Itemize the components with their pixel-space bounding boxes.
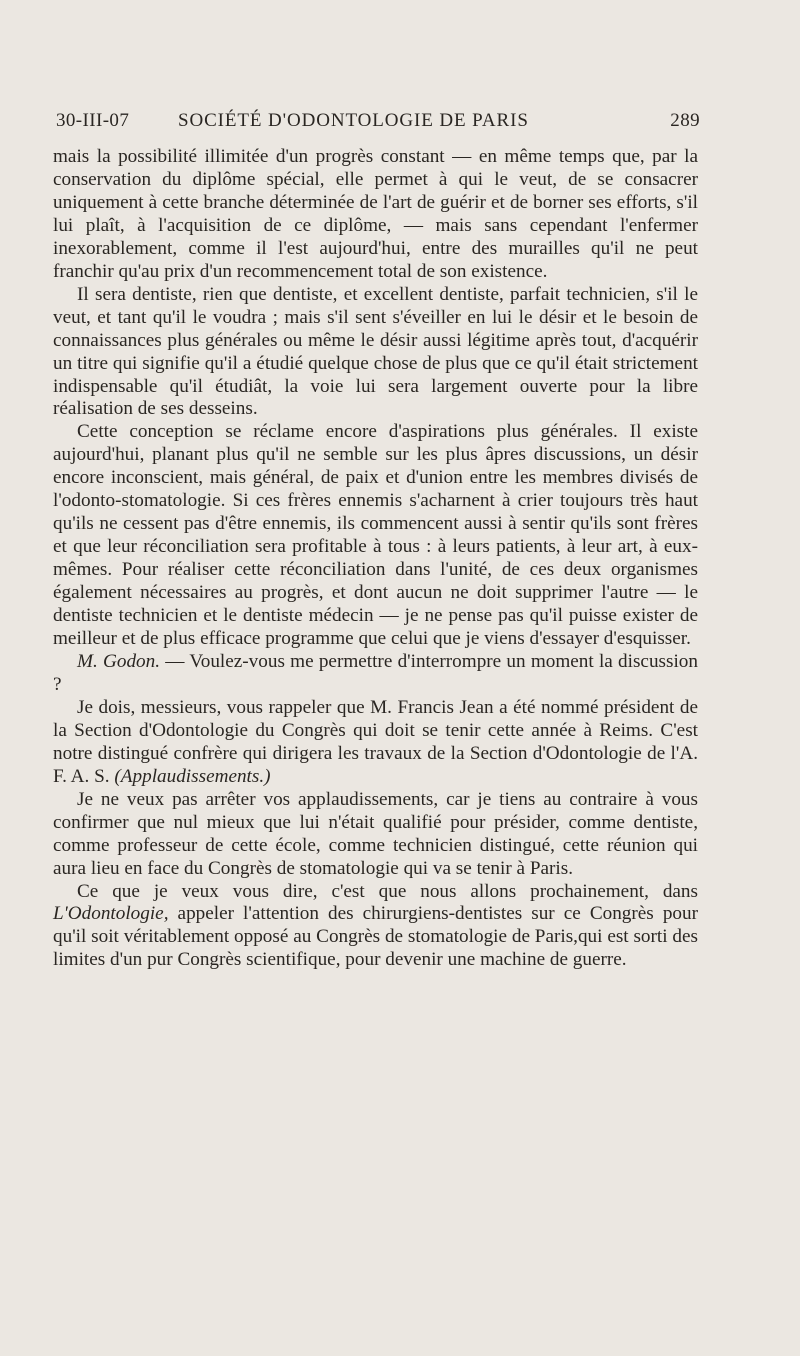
running-header — [56, 110, 700, 140]
paragraph-applause: Je ne veux pas arrêter vos applaudissements, car je tiens au contraire à vous confirmer que nul mieux que lui n'était qualifié pour présider, comme dentiste, comme professeur de cette école, comme technicien distingué, cette réunion qui aura lieu en face du Congrès de stomatologie qui va se tenir à Paris. — [53, 788, 698, 879]
paragraph-congress — [53, 881, 698, 973]
paragraph-conception: Cette conception se réclame encore d'aspirations plus générales. Il existe aujourd'hui, planant plus qu'il ne semble sur les plus âpres discussions, un désir encore inconscient, mais général, de paix et d'union entre les membres divisés de l'odonto-stomatologie. Si ces frères ennemis s'acharnent à crier toujours très haut qu'ils ne cessent pas d'être ennemis, ils commencent aussi à sentir qu'ils sont frères et que leur réconciliation sera profitable à tous : à leurs patients, à leur art, à eux-mêmes. Pour réaliser cette réconciliation dans l'unité, de ces deux organismes également nécessaires au progrès, et dont aucun ne doit supprimer l'autre — le dentiste technicien et le dentiste médecin — je ne pense pas qu'il puisse exister de meilleur et de plus efficace programme que celui que je viens d'essayer d'esquisser. — [53, 421, 698, 650]
paragraph-continuation: mais la possibilité illimitée d'un progrès constant — en même temps que, par la conservation du diplôme spécial, elle permet à qui le veut, de se consacrer uniquement à cette branche déterminée de l'art de guérir et de borner ses efforts, s'il lui plaît, à l'acquisition de ce diplôme, — mais sans cependant l'enfermer inexorablement, comme il l'est aujourd'hui, entre des murailles qu'il ne peut franchir qu'au prix d'un recommencement total de son existence. — [53, 146, 698, 282]
paragraph-francis-jean — [53, 697, 698, 789]
paragraph-congress-end: appeler l'attention des chirurgiens-dentistes sur ce Congrès pour qu'il soit véritablement opposé au Congrès de stomatologie de Paris,qui est sorti des limites d'un pur Congrès scientifique, pour devenir une machine de guerre. — [53, 903, 698, 971]
article-body — [53, 146, 698, 972]
session-date: 30-III-07 — [56, 110, 130, 131]
journal-reference: L'Odontologie, — [53, 903, 169, 925]
paragraph-dentist: Il sera dentiste, rien que dentiste, et excellent dentiste, parfait technicien, s'il le veut, et tant qu'il le voudra ; mais s'il sent s'éveiller en lui le désir et le besoin de connaissances plus générales ou même le désir aussi légitime après tout, d'acquérir un titre qui signifie qu'il a étudié quelque chose de plus que ce qu'il était strictement indispensable qu'il étudiât, la voie lui sera largement ouverte pour la libre réalisation de ses desseins. — [53, 283, 698, 420]
page-number: 289 — [670, 110, 700, 131]
paragraph-congress-start: Ce que je veux vous dire, c'est que nous allons prochainement, dans — [77, 880, 698, 902]
applause-note: (Applaudissements.) — [114, 765, 271, 787]
paragraph-godon-interruption — [53, 651, 698, 697]
paragraph-francis-jean-text: Je dois, messieurs, vous rappeler que M. Francis Jean a été nommé président de la Section d'Odontologie du Congrès qui doit se tenir cette année à Reims. C'est notre distingué confrère qui dirigera les travaux de la Section d'Odontologie de l'A. F. A. S. — [53, 696, 698, 787]
speaker-name: M. Godon. — [77, 650, 161, 672]
journal-title: SOCIÉTÉ D'ODONTOLOGIE DE PARIS — [178, 110, 529, 131]
speaker-remark: — Voulez-vous me permettre d'interrompre un moment la discussion ? — [53, 650, 698, 695]
